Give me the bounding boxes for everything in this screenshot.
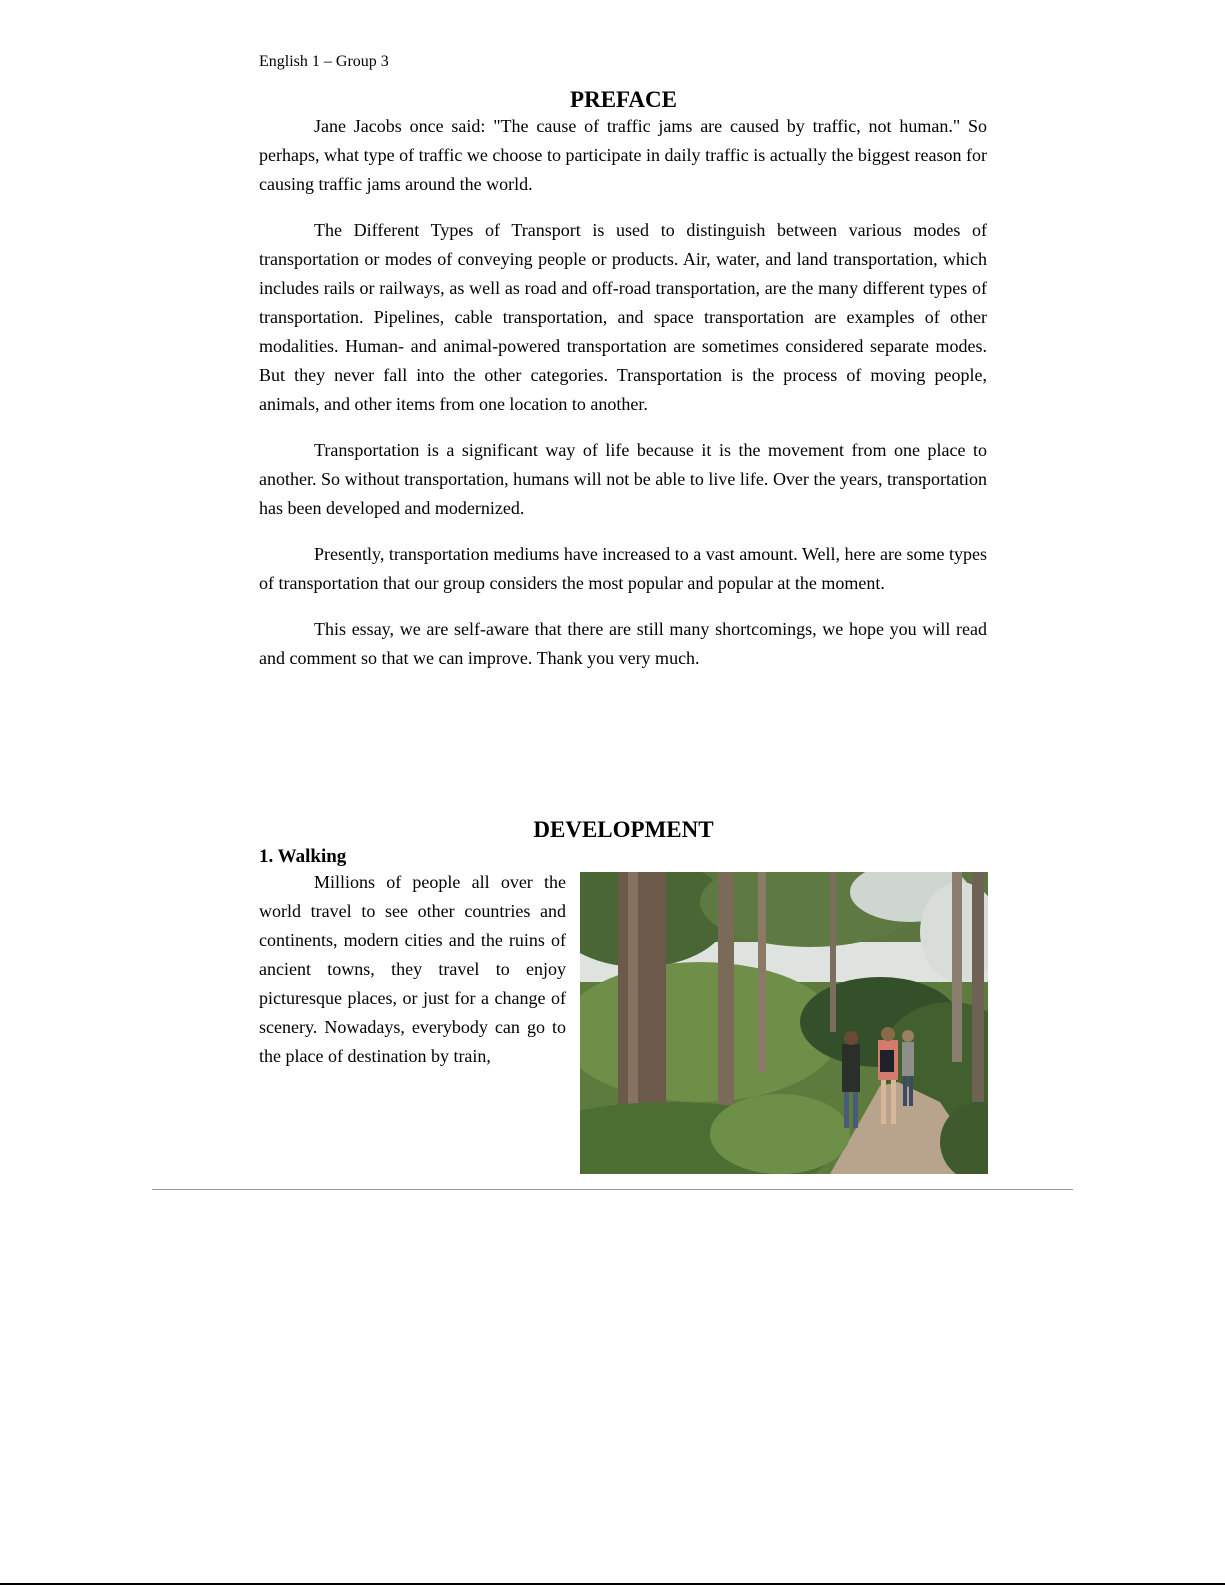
walking-paragraph: Millions of people all over the world travel to see other countries and continents, modern cities and the ruins of ancient towns, they travel to enjoy picturesque places, or just for a change of scenery. Nowadays, everybody can go to the place of destination by train,	[259, 872, 566, 1066]
preface-paragraph-5: This essay, we are self-aware that there are still many shortcomings, we hope you will read and comment so that we can improve. Thank you very much.	[259, 619, 987, 668]
preface-paragraph-3: Transportation is a significant way of life because it is the movement from one place to another. So without transportation, humans will not be able to live life. Over the years, transportation has been developed and modernized.	[259, 440, 987, 518]
walking-photo	[580, 872, 988, 1174]
page-header: English 1 – Group 3	[259, 53, 389, 70]
preface-paragraph-1: Jane Jacobs once said: "The cause of traffic jams are caused by traffic, not human." So perhaps, what type of traffic we choose to participate in daily traffic is actually the biggest reason for causing traffic jams around the world.	[259, 116, 987, 194]
development-heading: DEVELOPMENT	[533, 817, 714, 842]
preface-heading: PREFACE	[570, 87, 677, 112]
preface-paragraph-4: Presently, transportation mediums have increased to a vast amount. Well, here are some types of transportation that our group considers the most popular and popular at the moment.	[259, 544, 987, 593]
forest-path-illustration	[580, 872, 988, 1174]
preface-body	[259, 112, 987, 690]
page-break-divider	[152, 1189, 1073, 1190]
walking-subheading: 1. Walking	[259, 846, 347, 867]
walking-body	[259, 868, 566, 1071]
preface-paragraph-2: The Different Types of Transport is used to distinguish between various modes of transportation or modes of conveying people or products. Air, water, and land transportation, which includes rails or railways, as well as road and off-road transportation, are the many different types of transportation. Pipelines, cable transportation, and space transportation are examples of other modalities. Human- and animal-powered transportation are sometimes considered separate modes. But they never fall into the other categories. Transportation is the process of moving people, animals, and other items from one location to another.	[259, 220, 987, 414]
